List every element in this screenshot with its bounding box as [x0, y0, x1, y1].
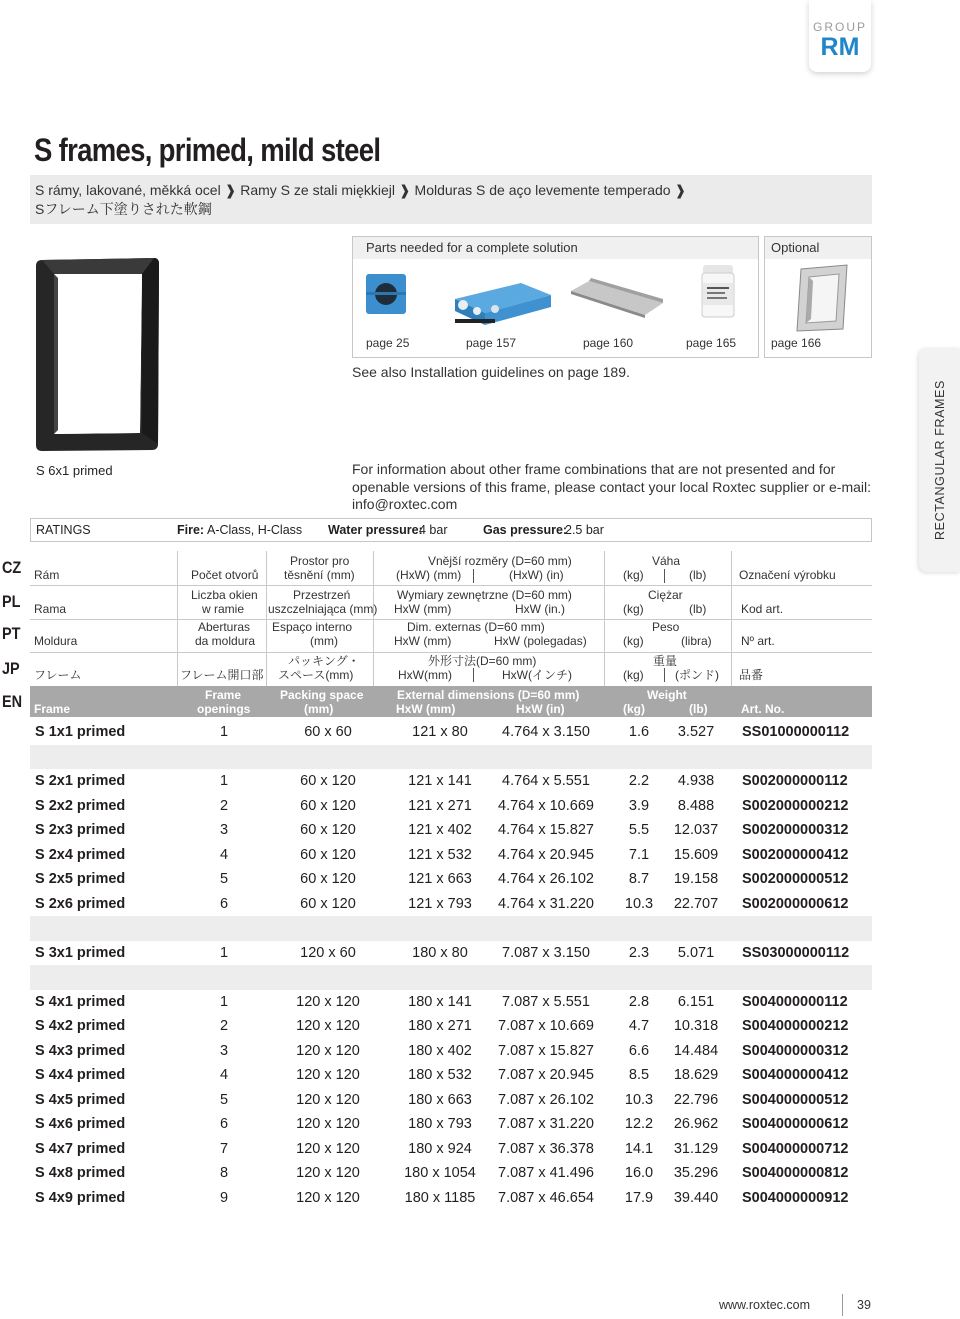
divider-tick — [664, 668, 665, 682]
col-kg: (kg) — [623, 568, 644, 582]
col-dim-mm: HxW (mm) — [396, 702, 456, 716]
openings-value: 8 — [219, 1165, 229, 1181]
col-frame: Rám — [34, 568, 60, 582]
weight-lb-value: 10.318 — [673, 1018, 719, 1034]
water-key: Water pressure: — [328, 523, 423, 537]
weight-kg-value: 8.5 — [628, 1067, 650, 1083]
col-lb: (ポンド) — [675, 668, 719, 682]
dim-in-value: 4.764 x 26.102 — [498, 871, 594, 887]
water-value: 4 bar — [419, 523, 448, 537]
weight-kg-value: 16.0 — [624, 1165, 654, 1181]
dim-mm-value: 121 x 271 — [408, 797, 472, 814]
dim-mm-value: 180 x 1054 — [404, 1165, 476, 1181]
product-name: S 2x3 primed — [35, 822, 126, 838]
openings-value: 4 — [219, 846, 229, 863]
weight-lb-value: 22.707 — [673, 895, 719, 912]
article-number: S004000000512 — [742, 1091, 849, 1108]
col-packing-1: Espaço interno — [272, 620, 353, 634]
packing-space-value: 60 x 120 — [300, 773, 356, 789]
packing-space-value: 120 x 120 — [296, 1018, 360, 1034]
dim-mm-value: 180 x 532 — [408, 1067, 472, 1083]
dim-in-value: 4.764 x 5.551 — [502, 773, 590, 789]
article-number: S004000000912 — [742, 1189, 849, 1206]
table-row — [30, 867, 872, 892]
table-row — [30, 990, 872, 1015]
subtitle-line-1: S rámy, lakované, měkká ocel ❱ Ramy S ze stali miękkiejl ❱ Molduras S de aço levemente temperado ❱ — [35, 182, 687, 198]
col-dim-mm: HxW (mm) — [394, 634, 452, 648]
weight-lb-value: 5.071 — [677, 944, 715, 961]
part-page-4: page 165 — [686, 336, 737, 350]
col-dim-in: HxW (in) — [516, 702, 565, 716]
parts-needed-box — [352, 236, 759, 358]
translated-subtitles — [30, 175, 872, 224]
dim-mm-value: 180 x 80 — [412, 944, 468, 961]
fire-value: A-Class, H-Class — [207, 523, 303, 537]
article-number: S002000000212 — [742, 797, 849, 814]
table-row — [30, 720, 872, 745]
packing-space-value: 120 x 120 — [296, 1116, 360, 1132]
openings-value: 1 — [219, 993, 229, 1010]
col-dim-title: Vnější rozměry (D=60 mm) — [428, 554, 572, 568]
weight-lb-value: 8.488 — [677, 797, 715, 814]
part-page-2: page 157 — [466, 336, 517, 350]
header-row-cz — [30, 551, 872, 585]
weight-lb-value: 3.527 — [677, 724, 715, 740]
page-title: S frames, primed, mild steel — [34, 132, 381, 168]
dim-mm-value: 180 x 141 — [408, 993, 472, 1010]
dim-in-value: 7.087 x 15.827 — [498, 1042, 594, 1059]
weld-in-frame-icon — [795, 263, 849, 333]
sealing-module-icon — [451, 275, 555, 329]
lang-code-cz: CZ — [2, 558, 22, 577]
col-openings-2: w ramie — [202, 602, 245, 616]
col-packing-2: těsnění (mm) — [284, 568, 355, 582]
header-row-pt — [30, 620, 872, 652]
parts-needed-heading: Parts needed for a complete solution — [353, 237, 758, 259]
col-art: 品番 — [739, 668, 764, 682]
article-number: S002000000412 — [742, 846, 849, 863]
table-row — [30, 1088, 872, 1113]
openings-value: 6 — [219, 895, 229, 912]
weight-lb-value: 39.440 — [673, 1189, 719, 1206]
packing-space-value: 120 x 120 — [296, 1042, 360, 1059]
col-openings-1: Frame — [205, 688, 242, 702]
openings-value: 1 — [219, 724, 229, 740]
weight-kg-value: 5.5 — [628, 822, 650, 838]
weight-kg-value: 8.7 — [628, 871, 650, 887]
col-openings-2: da moldura — [195, 634, 256, 648]
dim-in-value: 7.087 x 10.669 — [498, 1018, 594, 1034]
weight-lb-value: 15.609 — [673, 846, 719, 863]
article-number: S004000000312 — [742, 1042, 849, 1059]
col-packing-2: (mm) — [310, 634, 338, 648]
optional-box — [764, 236, 872, 358]
table-row — [30, 1039, 872, 1064]
article-number: SS03000000112 — [742, 944, 850, 961]
col-kg: (kg) — [623, 602, 644, 616]
col-kg: (kg) — [623, 668, 644, 682]
openings-value: 2 — [219, 1018, 229, 1034]
product-name: S 2x5 primed — [35, 871, 126, 887]
dim-in-value: 7.087 x 26.102 — [498, 1091, 594, 1108]
packing-space-value: 60 x 120 — [300, 822, 356, 838]
stayplate-icon — [567, 277, 665, 319]
col-dim-in: HxW(インチ) — [502, 668, 572, 682]
side-tab-label: RECTANGULAR FRAMES — [932, 380, 947, 540]
product-name: S 4x3 primed — [35, 1042, 126, 1059]
openings-value: 3 — [219, 822, 229, 838]
col-lb: (libra) — [681, 634, 712, 648]
col-lb: (lb) — [689, 568, 707, 582]
product-name: S 4x9 primed — [35, 1189, 126, 1206]
table-spacer-row — [30, 916, 872, 941]
packing-space-value: 120 x 60 — [300, 944, 356, 961]
table-row — [30, 892, 872, 917]
col-art: Nº art. — [741, 634, 775, 648]
group-label: GROUP — [812, 20, 867, 34]
dim-in-value: 7.087 x 36.378 — [498, 1140, 594, 1157]
openings-value: 9 — [219, 1189, 229, 1206]
product-name: S 2x4 primed — [35, 846, 126, 863]
weight-kg-value: 1.6 — [628, 724, 650, 740]
packing-space-value: 120 x 120 — [296, 1189, 360, 1206]
transition-frame-icon — [365, 271, 407, 317]
col-frame: Moldura — [34, 634, 78, 648]
packing-space-value: 120 x 120 — [296, 1140, 360, 1157]
optional-page: page 166 — [771, 336, 822, 350]
col-openings-2: openings — [197, 702, 251, 716]
col-dim-title: Wymiary zewnętrzne (D=60 mm) — [397, 588, 572, 602]
article-number: S002000000612 — [742, 895, 849, 912]
ratings-label: RATINGS — [36, 523, 91, 537]
article-number: S004000000112 — [742, 993, 848, 1010]
article-number: S004000000812 — [742, 1165, 849, 1181]
dim-mm-value: 180 x 663 — [408, 1091, 472, 1108]
packing-space-value: 120 x 120 — [296, 993, 360, 1010]
dim-in-value: 4.764 x 3.150 — [502, 724, 590, 740]
product-name: S 4x6 primed — [35, 1116, 126, 1132]
col-kg: (kg) — [623, 634, 644, 648]
divider-tick — [473, 569, 474, 583]
dim-in-value: 4.764 x 10.669 — [498, 797, 594, 814]
article-number: S004000000612 — [742, 1116, 849, 1132]
openings-value: 2 — [219, 797, 229, 814]
fire-key: Fire: — [177, 523, 205, 537]
table-row — [30, 941, 872, 966]
openings-value: 1 — [219, 773, 229, 789]
article-number: S004000000412 — [742, 1067, 849, 1083]
product-name: S 4x2 primed — [35, 1018, 126, 1034]
product-name: S 3x1 primed — [35, 944, 126, 961]
section-side-tab — [919, 348, 960, 572]
product-name: S 4x5 primed — [35, 1091, 126, 1108]
packing-space-value: 60 x 120 — [300, 797, 356, 814]
dim-mm-value: 180 x 271 — [408, 1018, 472, 1034]
packing-space-value: 120 x 120 — [296, 1165, 360, 1181]
col-packing-2: スペース(mm) — [278, 668, 354, 682]
col-dim-title: External dimensions (D=60 mm) — [397, 688, 580, 702]
col-packing-2: uszczelniająca (mm) — [268, 602, 378, 616]
dim-in-value: 4.764 x 15.827 — [498, 822, 594, 838]
part-page-3: page 160 — [583, 336, 634, 350]
article-number: SS01000000112 — [742, 724, 850, 740]
product-name: S 2x6 primed — [35, 895, 126, 912]
lang-code-en: EN — [2, 692, 23, 711]
dim-in-value: 7.087 x 20.945 — [498, 1067, 594, 1083]
see-also-note: See also Installation guidelines on page 189. — [352, 364, 630, 380]
col-packing-1: パッキング・ — [288, 654, 360, 668]
table-spacer-row — [30, 965, 872, 990]
dim-in-value: 7.087 x 31.220 — [498, 1116, 594, 1132]
article-number: S002000000312 — [742, 822, 849, 838]
col-packing-1: Packing space — [280, 688, 364, 702]
header-row-jp — [30, 653, 872, 685]
col-lb: (lb) — [689, 702, 708, 716]
product-name: S 1x1 primed — [35, 724, 126, 740]
col-dim-mm: HxW (mm) — [394, 602, 452, 616]
weight-lb-value: 12.037 — [673, 822, 719, 838]
group-code: RM — [820, 33, 860, 61]
col-art: Art. No. — [741, 702, 785, 716]
col-packing-1: Przestrzeń — [293, 588, 351, 602]
col-packing-1: Prostor pro — [290, 554, 350, 568]
packing-space-value: 60 x 120 — [300, 871, 356, 887]
col-weight: Ciężar — [648, 588, 683, 602]
gas-value: 2.5 bar — [565, 523, 604, 537]
optional-heading: Optional — [765, 237, 871, 259]
dim-mm-value: 121 x 141 — [408, 773, 472, 789]
packing-space-value: 120 x 120 — [296, 1091, 360, 1108]
table-spacer-row — [30, 745, 872, 770]
dim-in-value: 4.764 x 31.220 — [498, 895, 594, 912]
dim-mm-value: 121 x 80 — [412, 724, 468, 740]
weight-kg-value: 17.9 — [624, 1189, 654, 1206]
weight-lb-value: 35.296 — [673, 1165, 719, 1181]
col-dim-in: HxW (polegadas) — [494, 634, 587, 648]
weight-lb-value: 26.962 — [673, 1116, 719, 1132]
weight-kg-value: 3.9 — [628, 797, 650, 814]
table-row — [30, 1186, 872, 1211]
part-page-1: page 25 — [366, 336, 410, 350]
lang-code-jp: JP — [2, 659, 20, 678]
openings-value: 7 — [219, 1140, 229, 1157]
article-number: S002000000112 — [742, 773, 848, 789]
lang-code-pt: PT — [2, 624, 21, 643]
dim-mm-value: 180 x 402 — [408, 1042, 472, 1059]
weight-lb-value: 19.158 — [673, 871, 719, 887]
openings-value: 1 — [219, 944, 229, 961]
col-dim-mm: HxW(mm) — [398, 668, 452, 682]
page-number: 39 — [857, 1298, 871, 1312]
weight-kg-value: 4.7 — [628, 1018, 650, 1034]
dim-in-value: 7.087 x 5.551 — [502, 993, 590, 1010]
openings-value: 3 — [219, 1042, 229, 1059]
table-row — [30, 1063, 872, 1088]
footer-url[interactable]: www.roxtec.com — [719, 1298, 810, 1312]
group-tab — [809, 0, 871, 72]
col-lb: (lb) — [689, 602, 707, 616]
dim-in-value: 4.764 x 20.945 — [498, 846, 594, 863]
divider-tick — [473, 668, 474, 682]
col-dim-title: 外形寸法(D=60 mm) — [428, 654, 537, 668]
col-dim-title: Dim. externas (D=60 mm) — [407, 620, 545, 634]
openings-value: 6 — [219, 1116, 229, 1132]
table-row — [30, 1112, 872, 1137]
openings-value: 5 — [219, 1091, 229, 1108]
col-dim-in: (HxW) (in) — [509, 568, 564, 582]
dim-mm-value: 180 x 924 — [408, 1140, 472, 1157]
lang-code-pl: PL — [2, 592, 21, 611]
dim-mm-value: 180 x 1185 — [404, 1189, 476, 1206]
col-packing-2: (mm) — [304, 702, 334, 716]
col-openings: フレーム開口部 — [180, 668, 264, 682]
lubricant-icon — [699, 263, 737, 319]
packing-space-value: 60 x 60 — [304, 724, 352, 740]
weight-kg-value: 2.3 — [628, 944, 650, 961]
col-art: Kod art. — [741, 602, 784, 616]
col-frame: Frame — [34, 702, 71, 716]
col-openings: Počet otvorů — [191, 568, 259, 582]
table-row — [30, 769, 872, 794]
dim-in-value: 7.087 x 46.654 — [498, 1189, 594, 1206]
weight-kg-value: 10.3 — [624, 1091, 654, 1108]
openings-value: 4 — [219, 1067, 229, 1083]
header-row-pl — [30, 586, 872, 619]
dim-mm-value: 180 x 793 — [408, 1116, 472, 1132]
table-row — [30, 794, 872, 819]
dim-mm-value: 121 x 793 — [408, 895, 472, 912]
col-weight: Peso — [652, 620, 680, 634]
weight-lb-value: 4.938 — [677, 773, 715, 789]
weight-kg-value: 7.1 — [628, 846, 650, 863]
gas-key: Gas pressure: — [483, 523, 568, 537]
col-dim-in: HxW (in.) — [515, 602, 565, 616]
col-weight: Váha — [652, 554, 681, 568]
weight-kg-value: 10.3 — [624, 895, 654, 912]
product-name: S 2x2 primed — [35, 797, 126, 814]
col-openings-1: Aberturas — [198, 620, 251, 634]
weight-kg-value: 2.2 — [628, 773, 650, 789]
weight-lb-value: 31.129 — [673, 1140, 719, 1157]
table-row — [30, 1161, 872, 1186]
info-note: For information about other frame combinations that are not presented and for openable versions of this frame, please contact your local Roxtec supplier or e-mail: info@roxtec.com — [352, 461, 872, 512]
weight-lb-value: 22.796 — [673, 1091, 719, 1108]
table-row — [30, 1137, 872, 1162]
weight-lb-value: 6.151 — [677, 993, 715, 1010]
frame-product-image — [32, 256, 160, 452]
article-number: S002000000512 — [742, 871, 849, 887]
article-number: S004000000212 — [742, 1018, 849, 1034]
weight-lb-value: 14.484 — [673, 1042, 719, 1059]
divider-tick — [664, 569, 665, 583]
col-dim-mm: (HxW) (mm) — [396, 568, 462, 582]
openings-value: 5 — [219, 871, 229, 887]
table-row — [30, 1014, 872, 1039]
packing-space-value: 60 x 120 — [300, 895, 356, 912]
product-name: S 4x1 primed — [35, 993, 126, 1010]
weight-kg-value: 2.8 — [628, 993, 650, 1010]
product-name: S 4x8 primed — [35, 1165, 126, 1181]
table-row — [30, 818, 872, 843]
col-kg: (kg) — [623, 702, 645, 716]
col-openings-1: Liczba okien — [191, 588, 258, 602]
product-name: S 4x7 primed — [35, 1140, 126, 1157]
col-art: Označení výrobku — [739, 568, 836, 582]
subtitle-line-2: Sフレーム下塗りされた軟鋼 — [35, 201, 212, 217]
dim-mm-value: 121 x 532 — [408, 846, 472, 863]
footer-divider — [842, 1294, 843, 1316]
weight-lb-value: 18.629 — [673, 1067, 719, 1083]
article-number: S004000000712 — [742, 1140, 849, 1157]
col-frame: フレーム — [34, 668, 82, 682]
table-row — [30, 843, 872, 868]
col-weight: Weight — [647, 688, 687, 702]
product-name: S 4x4 primed — [35, 1067, 126, 1083]
col-frame: Rama — [34, 602, 67, 616]
header-row-en — [30, 686, 872, 717]
dim-in-value: 7.087 x 3.150 — [502, 944, 590, 961]
dim-mm-value: 121 x 663 — [408, 871, 472, 887]
ratings-bar — [30, 518, 872, 542]
dim-in-value: 7.087 x 41.496 — [498, 1165, 594, 1181]
col-weight: 重量 — [653, 654, 678, 668]
frame-image-caption: S 6x1 primed — [36, 463, 113, 478]
packing-space-value: 60 x 120 — [300, 846, 356, 863]
packing-space-value: 120 x 120 — [296, 1067, 360, 1083]
dim-mm-value: 121 x 402 — [408, 822, 472, 838]
weight-kg-value: 14.1 — [624, 1140, 654, 1157]
weight-kg-value: 12.2 — [624, 1116, 654, 1132]
product-name: S 2x1 primed — [35, 773, 126, 789]
weight-kg-value: 6.6 — [628, 1042, 650, 1059]
